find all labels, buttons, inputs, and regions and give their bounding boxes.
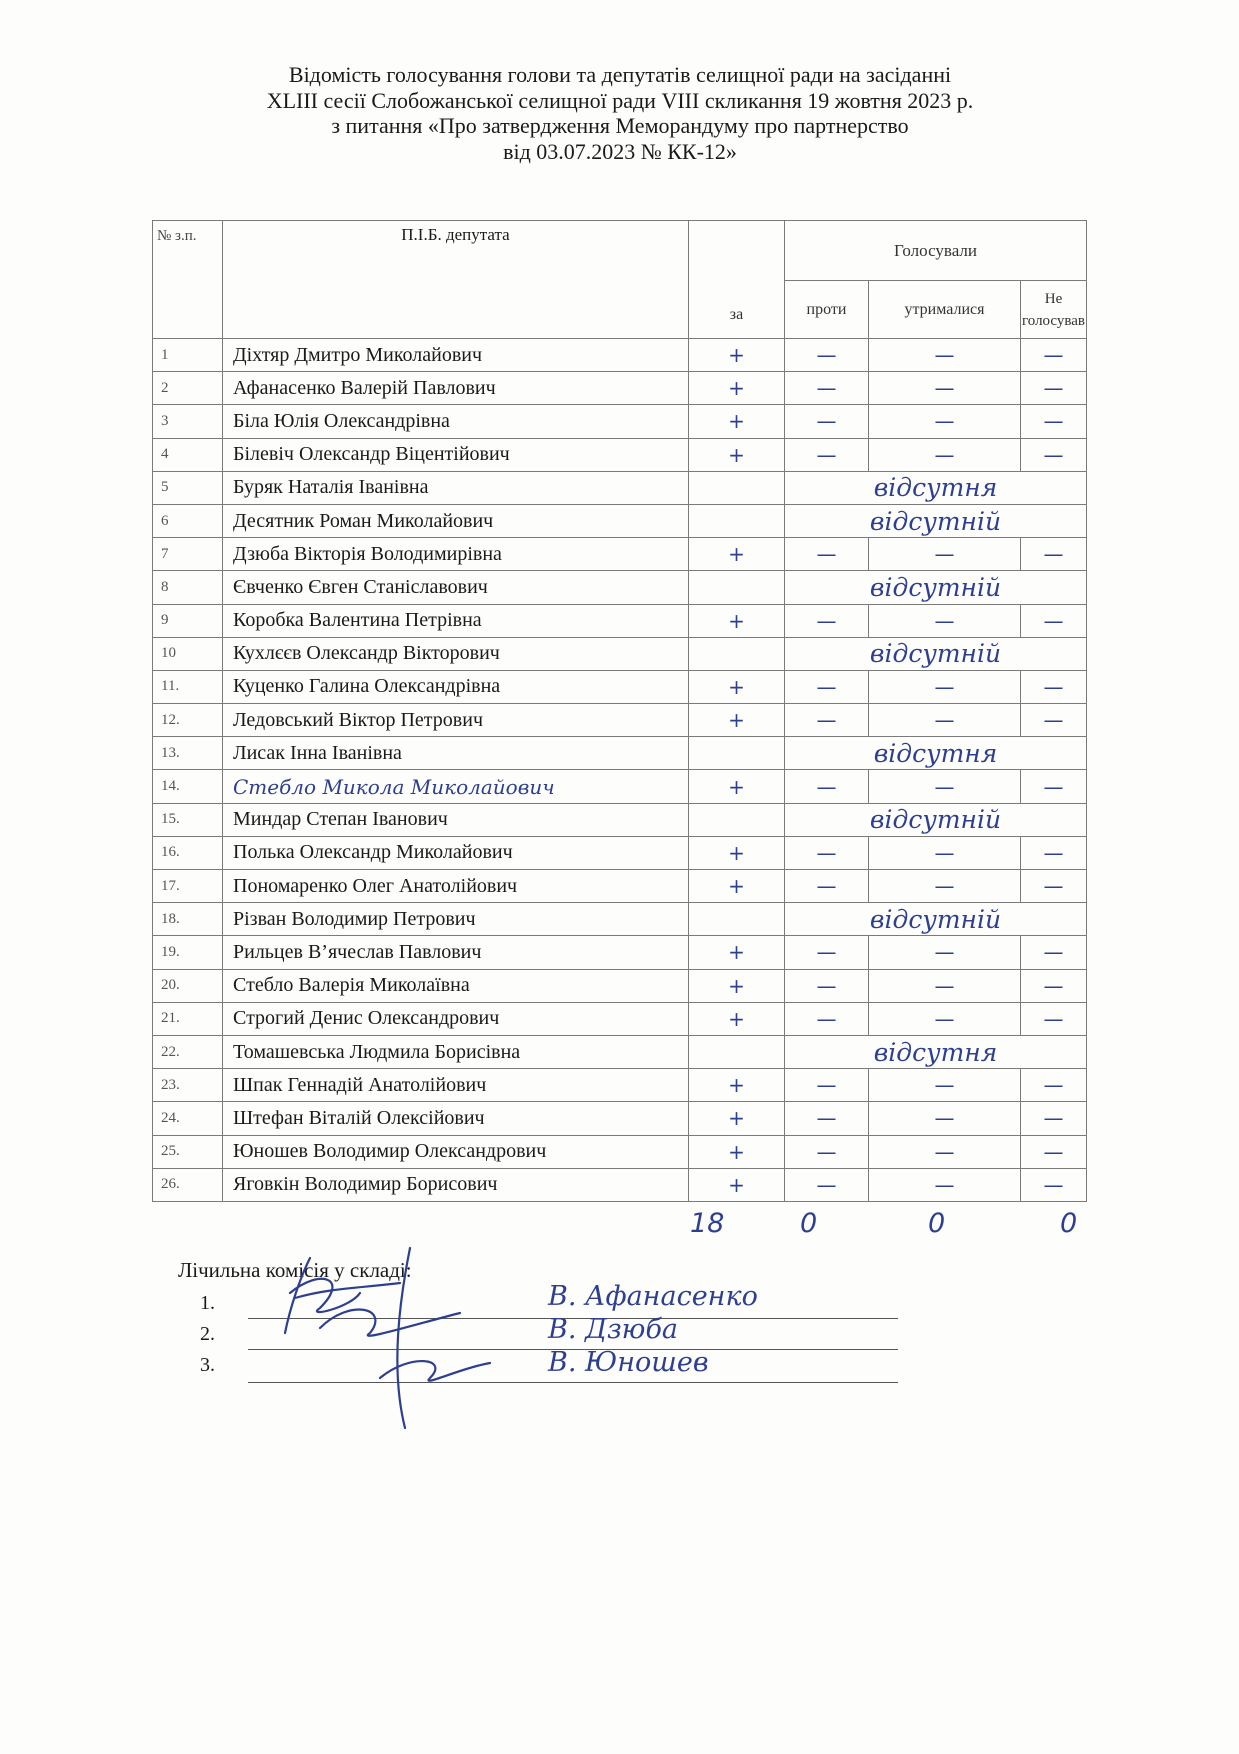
deputy-name: Стебло Микола Миколайович <box>223 770 689 803</box>
vote-abstained: — <box>869 604 1021 637</box>
deputy-name: Полька Олександр Миколайович <box>223 836 689 869</box>
member-name: В. Афанасенко <box>548 1281 758 1312</box>
vote-against: — <box>785 339 869 372</box>
vote-for: + <box>689 339 785 372</box>
deputy-name: Дзюба Вікторія Володимирівна <box>223 538 689 571</box>
deputy-name: Стебло Валерія Миколаївна <box>223 969 689 1002</box>
vote-not-voted: — <box>1021 1135 1087 1168</box>
deputy-name: Діхтяр Дмитро Миколайович <box>223 339 689 372</box>
vote-abstained: — <box>869 870 1021 903</box>
voting-table <box>152 220 1087 1202</box>
vote-abstained: — <box>869 670 1021 703</box>
vote-for <box>689 637 785 670</box>
row-number: 6 <box>153 504 223 537</box>
counting-commission-label: Лічильна комісія у складі: <box>178 1258 412 1282</box>
vote-against: — <box>785 770 869 803</box>
vote-against: — <box>785 1102 869 1135</box>
vote-against: — <box>785 372 869 405</box>
table-row <box>153 538 1087 571</box>
table-row <box>153 604 1087 637</box>
table-row <box>153 471 1087 504</box>
vote-not-voted: — <box>1021 538 1087 571</box>
vote-for: + <box>689 372 785 405</box>
vote-not-voted: — <box>1021 704 1087 737</box>
table-row <box>153 339 1087 372</box>
title-line-2: XLIII сесії Слобожанської селищної ради VIII скликання 19 жовтня 2023 р. <box>266 87 974 113</box>
header-not-voted: Не голосував <box>1021 281 1087 339</box>
header-against: проти <box>785 281 869 339</box>
document-title <box>150 62 1090 164</box>
table-row <box>153 770 1087 803</box>
member-name: В. Дзюба <box>548 1314 679 1345</box>
vote-for: + <box>689 604 785 637</box>
deputy-name: Ледовський Віктор Петрович <box>223 704 689 737</box>
vote-not-voted: — <box>1021 670 1087 703</box>
vote-for <box>689 571 785 604</box>
deputy-name: Лисак Інна Іванівна <box>223 737 689 770</box>
member-name: В. Юношев <box>548 1347 709 1378</box>
vote-abstained: — <box>869 936 1021 969</box>
row-number: 24. <box>153 1102 223 1135</box>
vote-for <box>689 471 785 504</box>
row-number: 2 <box>153 372 223 405</box>
vote-not-voted: — <box>1021 1069 1087 1102</box>
total-abstained: 0 <box>928 1208 946 1239</box>
absent-note: відсутній <box>785 803 1087 836</box>
vote-not-voted: — <box>1021 836 1087 869</box>
vote-for: + <box>689 1168 785 1201</box>
row-number: 3 <box>153 405 223 438</box>
vote-for: + <box>689 1069 785 1102</box>
vote-for: + <box>689 405 785 438</box>
table-row <box>153 803 1087 836</box>
row-number: 23. <box>153 1069 223 1102</box>
row-number: 20. <box>153 969 223 1002</box>
table-row <box>153 571 1087 604</box>
member-number: 2. <box>200 1323 215 1345</box>
table-row <box>153 1035 1087 1068</box>
header-for: за <box>689 221 785 339</box>
title-line-4: від 03.07.2023 № КК-12» <box>503 138 737 164</box>
deputy-name: Шпак Геннадій Анатолійович <box>223 1069 689 1102</box>
deputy-name: Афанасенко Валерій Павлович <box>223 372 689 405</box>
table-row <box>153 1102 1087 1135</box>
vote-abstained: — <box>869 1135 1021 1168</box>
vote-not-voted: — <box>1021 870 1087 903</box>
vote-abstained: — <box>869 339 1021 372</box>
header-number: № з.п. <box>153 221 223 339</box>
vote-abstained: — <box>869 372 1021 405</box>
table-row <box>153 504 1087 537</box>
vote-against: — <box>785 538 869 571</box>
vote-abstained: — <box>869 538 1021 571</box>
vote-against: — <box>785 1135 869 1168</box>
deputy-name: Десятник Роман Миколайович <box>223 504 689 537</box>
row-number: 12. <box>153 704 223 737</box>
absent-note: відсутній <box>785 571 1087 604</box>
vote-not-voted: — <box>1021 604 1087 637</box>
absent-note: відсутній <box>785 504 1087 537</box>
vote-abstained: — <box>869 1168 1021 1201</box>
table-row <box>153 670 1087 703</box>
absent-note: відсутня <box>785 1035 1087 1068</box>
row-number: 21. <box>153 1002 223 1035</box>
deputy-name: Рильцев В’ячеслав Павлович <box>223 936 689 969</box>
table-row <box>153 637 1087 670</box>
vote-abstained: — <box>869 1069 1021 1102</box>
table-row <box>153 903 1087 936</box>
vote-against: — <box>785 604 869 637</box>
absent-note: відсутній <box>785 637 1087 670</box>
vote-against: — <box>785 870 869 903</box>
vote-not-voted: — <box>1021 1102 1087 1135</box>
table-row <box>153 737 1087 770</box>
total-not-voted: 0 <box>1060 1208 1078 1239</box>
vote-not-voted: — <box>1021 339 1087 372</box>
vote-not-voted: — <box>1021 969 1087 1002</box>
row-number: 4 <box>153 438 223 471</box>
title-line-3: з питання «Про затвердження Меморандуму про партнерство <box>331 113 909 138</box>
member-number: 1. <box>200 1292 215 1314</box>
row-number: 19. <box>153 936 223 969</box>
deputy-name: Євченко Євген Станіславович <box>223 571 689 604</box>
table-row <box>153 936 1087 969</box>
row-number: 16. <box>153 836 223 869</box>
table-row <box>153 870 1087 903</box>
table-row <box>153 1069 1087 1102</box>
vote-abstained: — <box>869 405 1021 438</box>
deputy-name: Біла Юлія Олександрівна <box>223 405 689 438</box>
row-number: 7 <box>153 538 223 571</box>
vote-for: + <box>689 1002 785 1035</box>
total-for: 18 <box>690 1208 725 1239</box>
vote-for <box>689 504 785 537</box>
vote-for: + <box>689 704 785 737</box>
vote-not-voted: — <box>1021 405 1087 438</box>
deputy-name: Строгий Денис Олександрович <box>223 1002 689 1035</box>
vote-for: + <box>689 670 785 703</box>
row-number: 17. <box>153 870 223 903</box>
deputy-name: Томашевська Людмила Борисівна <box>223 1035 689 1068</box>
vote-abstained: — <box>869 704 1021 737</box>
row-number: 8 <box>153 571 223 604</box>
header-name: П.І.Б. депутата <box>223 221 689 339</box>
vote-against: — <box>785 936 869 969</box>
member-number: 3. <box>200 1354 215 1376</box>
row-number: 10 <box>153 637 223 670</box>
total-against: 0 <box>800 1208 818 1239</box>
vote-against: — <box>785 405 869 438</box>
vote-against: — <box>785 836 869 869</box>
vote-for: + <box>689 1102 785 1135</box>
vote-for <box>689 737 785 770</box>
deputy-name: Яговкін Володимир Борисович <box>223 1168 689 1201</box>
deputy-name: Буряк Наталія Іванівна <box>223 471 689 504</box>
vote-against: — <box>785 704 869 737</box>
vote-for: + <box>689 936 785 969</box>
vote-against: — <box>785 1069 869 1102</box>
row-number: 22. <box>153 1035 223 1068</box>
absent-note: відсутній <box>785 903 1087 936</box>
vote-against: — <box>785 438 869 471</box>
vote-for <box>689 1035 785 1068</box>
row-number: 25. <box>153 1135 223 1168</box>
header-voted: Голосували <box>785 221 1087 281</box>
deputy-name: Миндар Степан Іванович <box>223 803 689 836</box>
table-row <box>153 1002 1087 1035</box>
table-row <box>153 704 1087 737</box>
title-line-1: Відомість голосування голови та депутатів селищної ради на засіданні <box>288 62 952 87</box>
table-row <box>153 372 1087 405</box>
vote-abstained: — <box>869 1002 1021 1035</box>
absent-note: відсутня <box>785 471 1087 504</box>
table-row <box>153 836 1087 869</box>
absent-note: відсутня <box>785 737 1087 770</box>
vote-abstained: — <box>869 1102 1021 1135</box>
row-number: 9 <box>153 604 223 637</box>
signature-scribbles <box>260 1238 560 1438</box>
table-row <box>153 1135 1087 1168</box>
vote-not-voted: — <box>1021 372 1087 405</box>
row-number: 1 <box>153 339 223 372</box>
row-number: 18. <box>153 903 223 936</box>
vote-for: + <box>689 1135 785 1168</box>
vote-not-voted: — <box>1021 936 1087 969</box>
row-number: 11. <box>153 670 223 703</box>
vote-not-voted: — <box>1021 438 1087 471</box>
deputy-name: Юношев Володимир Олександрович <box>223 1135 689 1168</box>
table-row <box>153 969 1087 1002</box>
header-abstained: утрималися <box>869 281 1021 339</box>
deputy-name: Коробка Валентина Петрівна <box>223 604 689 637</box>
vote-not-voted: — <box>1021 1168 1087 1201</box>
vote-not-voted: — <box>1021 770 1087 803</box>
vote-for <box>689 803 785 836</box>
vote-for: + <box>689 770 785 803</box>
vote-for: + <box>689 438 785 471</box>
deputy-name: Пономаренко Олег Анатолійович <box>223 870 689 903</box>
table-row <box>153 405 1087 438</box>
row-number: 26. <box>153 1168 223 1201</box>
vote-for: + <box>689 836 785 869</box>
vote-for: + <box>689 538 785 571</box>
vote-against: — <box>785 1168 869 1201</box>
vote-abstained: — <box>869 438 1021 471</box>
vote-for: + <box>689 969 785 1002</box>
vote-abstained: — <box>869 770 1021 803</box>
deputy-name: Білевіч Олександр Віцентійович <box>223 438 689 471</box>
vote-for <box>689 903 785 936</box>
deputy-name: Куценко Галина Олександрівна <box>223 670 689 703</box>
deputy-name: Кухлєєв Олександр Вікторович <box>223 637 689 670</box>
row-number: 14. <box>153 770 223 803</box>
table-row <box>153 1168 1087 1201</box>
vote-not-voted: — <box>1021 1002 1087 1035</box>
vote-against: — <box>785 670 869 703</box>
deputy-name: Різван Володимир Петрович <box>223 903 689 936</box>
vote-against: — <box>785 1002 869 1035</box>
table-row <box>153 438 1087 471</box>
vote-for: + <box>689 870 785 903</box>
row-number: 15. <box>153 803 223 836</box>
vote-abstained: — <box>869 836 1021 869</box>
row-number: 13. <box>153 737 223 770</box>
vote-against: — <box>785 969 869 1002</box>
deputy-name: Штефан Віталій Олексійович <box>223 1102 689 1135</box>
row-number: 5 <box>153 471 223 504</box>
vote-abstained: — <box>869 969 1021 1002</box>
